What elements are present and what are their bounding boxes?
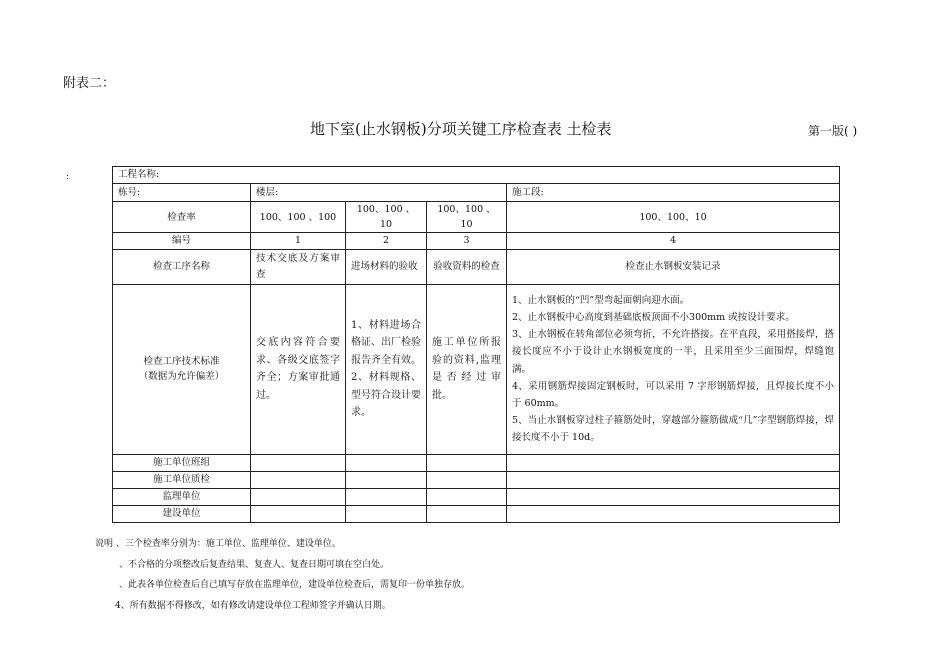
sign-cell[interactable] <box>346 505 427 522</box>
sign-cell[interactable] <box>346 454 427 471</box>
sign-cell[interactable] <box>346 488 427 505</box>
sign-cell[interactable] <box>427 454 507 471</box>
standard-item-1: 1、止水钢板的“凹”型弯起面朝向迎水面。 <box>512 295 690 307</box>
standard-item-2: 2、止水钢板中心高度到基础底板顶面不小300mm 或按设计要求。 <box>512 312 795 324</box>
sign-row <box>113 488 840 505</box>
building-row <box>113 184 840 202</box>
check-rate-row <box>113 202 840 233</box>
note-1: 说明 、三个检查率分别为：施工单位、监理单位、建设单位。 <box>95 539 341 549</box>
notes-section <box>95 534 470 616</box>
section-cell[interactable]: 施工段: <box>507 184 840 202</box>
sign-label-crew: 施工单位班组 <box>113 454 251 471</box>
sign-cell[interactable] <box>427 505 507 522</box>
project-name-cell[interactable]: 工程名称: <box>113 167 840 184</box>
sign-cell[interactable] <box>507 488 840 505</box>
standard-col-4 <box>507 284 840 454</box>
inspection-table <box>112 166 840 523</box>
check-rate-3: 100、100 、10 <box>427 202 507 233</box>
number-row <box>113 233 840 249</box>
sign-cell[interactable] <box>346 471 427 488</box>
sign-row <box>113 505 840 522</box>
version-label: 第一版( ) <box>808 124 858 138</box>
sign-cell[interactable] <box>251 471 346 488</box>
standard-col-2 <box>346 284 427 454</box>
standard-item-5: 5、当止水钢板穿过柱子箍筋处时，穿越部分箍筋做成“几”字型钢筋焊接，焊接长度不小于 10d。 <box>512 414 835 443</box>
process-name-row <box>113 249 840 284</box>
sign-cell[interactable] <box>251 488 346 505</box>
sign-label-supervision: 监理单位 <box>113 488 251 505</box>
sign-cell[interactable] <box>427 471 507 488</box>
sign-cell[interactable] <box>507 505 840 522</box>
process-name-2: 进场材料的验收 <box>346 249 427 284</box>
project-name-row <box>113 167 840 184</box>
number-1: 1 <box>251 233 346 249</box>
standard-col-1: 交底内容符合要求、各级交底签字齐全；方案审批通过。 <box>251 284 346 454</box>
standard-col-2-line1: 1、材料进场合格证、出厂检验报告齐全有效。 <box>351 319 421 366</box>
sign-cell[interactable] <box>427 488 507 505</box>
process-name-1: 技术交底及方案审查 <box>251 249 346 284</box>
sign-row <box>113 471 840 488</box>
sign-label-qc: 施工单位质检 <box>113 471 251 488</box>
check-rate-label: 检查率 <box>113 202 251 233</box>
standard-row <box>113 284 840 454</box>
floor-cell[interactable]: 楼层: <box>251 184 507 202</box>
sign-cell[interactable] <box>251 454 346 471</box>
standard-col-3: 施工单位所报验的资料,监理是否经过审批。 <box>427 284 507 454</box>
sign-cell[interactable] <box>251 505 346 522</box>
note-4: 4、所有数据不得修改，如有修改请建设单位工程师签字并确认日期。 <box>115 600 391 611</box>
process-name-3: 验收资料的检查 <box>427 249 507 284</box>
form-title: 地下室(止水钢板)分项关键工序检查表 土检表 <box>310 120 612 138</box>
building-cell[interactable]: 栋号: <box>113 184 251 202</box>
sign-row <box>113 454 840 471</box>
number-3: 3 <box>427 233 507 249</box>
margin-mark: : <box>66 172 70 182</box>
standard-label <box>113 284 251 454</box>
note-2: 、不合格的分项整改后复查结果、复查人、复查日期可填在空白处。 <box>119 559 390 570</box>
standard-col-2-line2: 2、材料规格、型号符合设计要求。 <box>351 372 421 419</box>
number-4: 4 <box>507 233 840 249</box>
check-rate-4: 100、100、10 <box>507 202 840 233</box>
check-rate-1: 100、100 、100 <box>251 202 346 233</box>
number-2: 2 <box>346 233 427 249</box>
number-label: 编号 <box>113 233 251 249</box>
sign-label-owner: 建设单位 <box>113 505 251 522</box>
check-rate-2: 100、100 、10 <box>346 202 427 233</box>
sign-cell[interactable] <box>507 471 840 488</box>
standard-label-line2: （数据为允许偏差） <box>138 371 225 383</box>
process-name-4: 检查止水钢板安装记录 <box>507 249 840 284</box>
standard-label-line1: 检查工序技术标准 <box>143 355 220 367</box>
standard-item-3: 3、止水钢板在转角部位必须弯折，不允许搭接。在平直段，采用搭接焊，搭接长度应不小于设计止水钢板宽度的一半，且采用至少三面围焊，焊缝饱满。 <box>512 329 835 375</box>
note-3: 、此表各单位检查后自己填写存放在监理单位，建设单位检查后，需复印一份单独存放。 <box>119 580 471 590</box>
sign-cell[interactable] <box>507 454 840 471</box>
process-name-label: 检查工序名称 <box>113 249 251 284</box>
appendix-label: 附表二： <box>63 76 116 91</box>
standard-item-4: 4、采用钢筋焊接固定钢板时，可以采用 7 字形钢筋焊接，且焊接长度不小于 60mm。 <box>512 380 835 409</box>
